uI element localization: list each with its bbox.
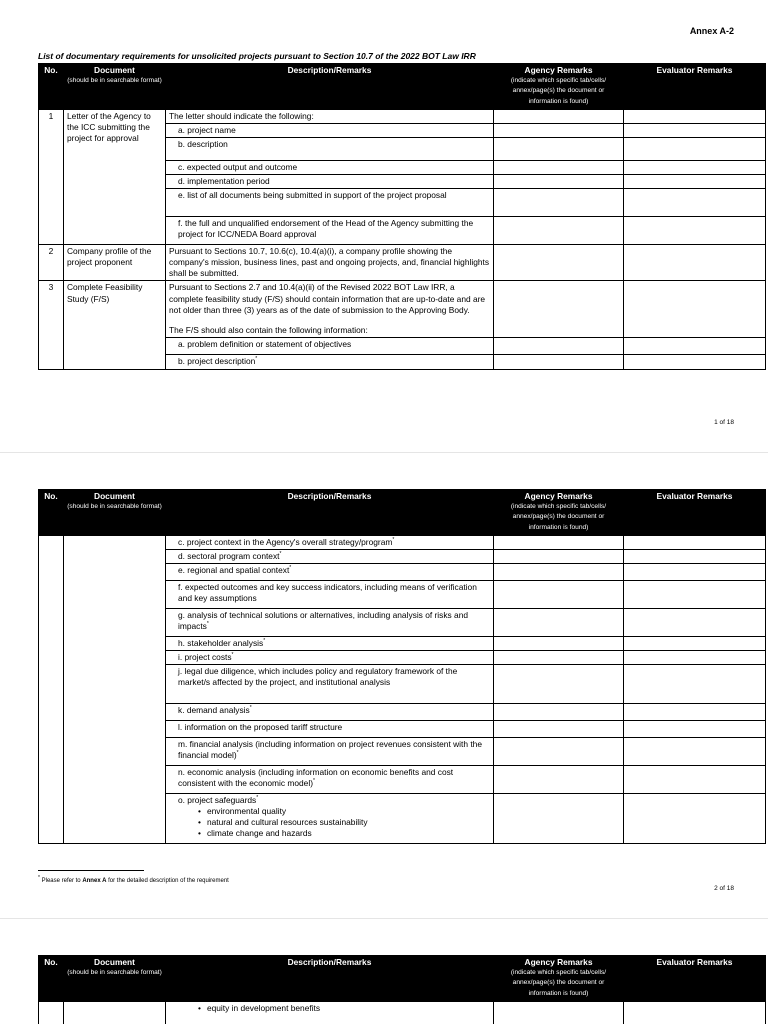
header-agency: Agency Remarks (indicate which specific tab/cells/ annex/page(s) the document or information is found) <box>494 64 624 110</box>
item-number: 2 <box>39 245 64 281</box>
agency-remarks-cell[interactable] <box>494 721 624 738</box>
list-title: List of documentary requirements for unsolicited projects pursuant to Section 10.7 of the 2022 BOT Law IRR <box>38 51 476 61</box>
table-row <box>39 281 766 337</box>
agency-remarks-cell[interactable] <box>494 354 624 369</box>
evaluator-remarks-cell[interactable] <box>624 766 766 794</box>
page-3 <box>0 922 768 1024</box>
page-number: 2 of 18 <box>714 885 734 892</box>
evaluator-remarks-cell[interactable] <box>624 665 766 704</box>
fs-paragraph-2: The F/S should also contain the following information: <box>169 324 368 335</box>
agency-remarks-cell[interactable] <box>494 580 624 608</box>
header-no: No. <box>39 64 64 110</box>
document-name <box>64 535 166 843</box>
agency-remarks-cell[interactable] <box>494 189 624 217</box>
evaluator-remarks-cell[interactable] <box>624 535 766 549</box>
evaluator-remarks-cell[interactable] <box>624 721 766 738</box>
page-separator <box>0 452 768 453</box>
evaluator-remarks-cell[interactable] <box>624 651 766 665</box>
item-number: 1 <box>39 109 64 244</box>
annex-label: Annex A-2 <box>689 26 734 36</box>
item-number <box>39 1001 64 1024</box>
document-name <box>64 1001 166 1024</box>
table-row <box>39 1001 766 1024</box>
evaluator-remarks-cell[interactable] <box>624 636 766 650</box>
agency-remarks-cell[interactable] <box>494 563 624 580</box>
agency-remarks-cell[interactable] <box>494 245 624 281</box>
sub-item: a. project name <box>166 123 494 137</box>
document-name: Complete Feasibility Study (F/S) <box>64 281 166 369</box>
evaluator-remarks-cell[interactable] <box>624 109 766 123</box>
agency-remarks-cell[interactable] <box>494 109 624 123</box>
agency-remarks-cell[interactable] <box>494 123 624 137</box>
evaluator-remarks-cell[interactable] <box>624 738 766 766</box>
evaluator-remarks-cell[interactable] <box>624 704 766 721</box>
evaluator-remarks-cell[interactable] <box>624 608 766 636</box>
page-2 <box>0 456 768 936</box>
table-row <box>39 109 766 123</box>
requirements-table-p3 <box>38 955 766 1024</box>
evaluator-remarks-cell[interactable] <box>624 354 766 369</box>
sub-item: b. description <box>166 137 494 160</box>
sub-item: b. project description* <box>166 354 494 369</box>
sub-item: e. regional and spatial context* <box>166 563 494 580</box>
sub-item: d. sectoral program context* <box>166 549 494 563</box>
agency-remarks-cell[interactable] <box>494 549 624 563</box>
fs-paragraph: Pursuant to Sections 2.7 and 10.4(a)(ii) of the Revised 2022 BOT Law IRR, a complete feasibility study (F/S) should contain information that are up-to-date and are not older than three (3) years as of the date of submission to the Approving Body. <box>169 282 486 315</box>
sub-item: f. expected outcomes and key success indicators, including means of verification and key assumptions <box>166 580 494 608</box>
agency-remarks-cell[interactable] <box>494 281 624 337</box>
sub-item: l. information on the proposed tariff structure <box>166 721 494 738</box>
agency-remarks-cell[interactable] <box>494 175 624 189</box>
bullet-item: • environmental quality <box>178 806 490 817</box>
agency-remarks-cell[interactable] <box>494 738 624 766</box>
document-name: Letter of the Agency to the ICC submitting the project for approval <box>64 109 166 244</box>
agency-remarks-cell[interactable] <box>494 1001 624 1024</box>
header-no: No. <box>39 956 64 1002</box>
bullet-item: • equity in development benefits <box>178 1003 490 1014</box>
evaluator-remarks-cell[interactable] <box>624 794 766 843</box>
agency-remarks-cell[interactable] <box>494 704 624 721</box>
agency-remarks-cell[interactable] <box>494 636 624 650</box>
sub-item <box>166 1001 494 1024</box>
agency-remarks-cell[interactable] <box>494 665 624 704</box>
requirements-table-p2 <box>38 489 766 844</box>
agency-remarks-cell[interactable] <box>494 217 624 245</box>
header-description: Description/Remarks <box>166 956 494 1002</box>
sub-item: e. list of all documents being submitted in support of the project proposal <box>166 189 494 217</box>
sub-item: o. project safeguards* • environmental quality • natural and cultural resources sustainability • climate change and hazards <box>166 794 494 843</box>
item-number <box>39 535 64 843</box>
header-document: Document (should be in searchable format) <box>64 64 166 110</box>
agency-remarks-cell[interactable] <box>494 160 624 174</box>
agency-remarks-cell[interactable] <box>494 137 624 160</box>
agency-remarks-cell[interactable] <box>494 608 624 636</box>
table-row <box>39 245 766 281</box>
header-agency: Agency Remarks (indicate which specific tab/cells/ annex/page(s) the document or information is found) <box>494 956 624 1002</box>
bullet-item: • climate change and hazards <box>178 828 490 839</box>
sub-item: a. problem definition or statement of objectives <box>166 337 494 354</box>
footnote: * Please refer to Annex A for the detailed description of the requirement <box>38 875 229 884</box>
evaluator-remarks-cell[interactable] <box>624 1001 766 1024</box>
evaluator-remarks-cell[interactable] <box>624 175 766 189</box>
table-header <box>39 64 766 110</box>
evaluator-remarks-cell[interactable] <box>624 217 766 245</box>
header-description: Description/Remarks <box>166 490 494 536</box>
agency-remarks-cell[interactable] <box>494 794 624 843</box>
evaluator-remarks-cell[interactable] <box>624 563 766 580</box>
agency-remarks-cell[interactable] <box>494 337 624 354</box>
document-name: Company profile of the project proponent <box>64 245 166 281</box>
table-header <box>39 956 766 1002</box>
description-text: The letter should indicate the following: <box>166 109 494 123</box>
description-text: Pursuant to Sections 10.7, 10.6(c), 10.4(a)(i), a company profile showing the company's mission, business lines, past and ongoing projects, and, financial highlights shall be submitted. <box>166 245 494 281</box>
item-number: 3 <box>39 281 64 369</box>
description-text <box>166 281 494 337</box>
page-1 <box>0 0 768 440</box>
evaluator-remarks-cell[interactable] <box>624 137 766 160</box>
requirements-table-p1 <box>38 63 766 370</box>
agency-remarks-cell[interactable] <box>494 651 624 665</box>
header-evaluator: Evaluator Remarks <box>624 490 766 536</box>
agency-remarks-cell[interactable] <box>494 535 624 549</box>
sub-item: c. expected output and outcome <box>166 160 494 174</box>
header-agency: Agency Remarks (indicate which specific tab/cells/ annex/page(s) the document or information is found) <box>494 490 624 536</box>
header-evaluator: Evaluator Remarks <box>624 64 766 110</box>
evaluator-remarks-cell[interactable] <box>624 245 766 281</box>
sub-item: f. the full and unqualified endorsement of the Head of the Agency submitting the project for ICC/NEDA Board approval <box>166 217 494 245</box>
sub-item: d. implementation period <box>166 175 494 189</box>
header-document: Document (should be in searchable format) <box>64 490 166 536</box>
sub-item: j. legal due diligence, which includes policy and regulatory framework of the market/s affected by the project, and institutional analysis <box>166 665 494 704</box>
header-no: No. <box>39 490 64 536</box>
agency-remarks-cell[interactable] <box>494 766 624 794</box>
evaluator-remarks-cell[interactable] <box>624 160 766 174</box>
bullet-item: • natural and cultural resources sustainability <box>178 817 490 828</box>
page-number: 1 of 18 <box>714 419 734 426</box>
page-separator <box>0 918 768 919</box>
sub-item: h. stakeholder analysis* <box>166 636 494 650</box>
sub-item: n. economic analysis (including information on economic benefits and cost consistent with the economic model)* <box>166 766 494 794</box>
sub-item: c. project context in the Agency's overall strategy/program* <box>166 535 494 549</box>
sub-item: k. demand analysis* <box>166 704 494 721</box>
sub-item: i. project costs* <box>166 651 494 665</box>
evaluator-remarks-cell[interactable] <box>624 580 766 608</box>
table-header <box>39 490 766 536</box>
evaluator-remarks-cell[interactable] <box>624 281 766 337</box>
footnote-rule <box>38 870 144 871</box>
sub-item: m. financial analysis (including information on project revenues consistent with the financial model)* <box>166 738 494 766</box>
table-row <box>39 535 766 549</box>
sub-item: g. analysis of technical solutions or alternatives, including analysis of risks and impacts* <box>166 608 494 636</box>
evaluator-remarks-cell[interactable] <box>624 549 766 563</box>
header-description: Description/Remarks <box>166 64 494 110</box>
header-evaluator: Evaluator Remarks <box>624 956 766 1002</box>
evaluator-remarks-cell[interactable] <box>624 337 766 354</box>
header-document: Document (should be in searchable format) <box>64 956 166 1002</box>
evaluator-remarks-cell[interactable] <box>624 189 766 217</box>
evaluator-remarks-cell[interactable] <box>624 123 766 137</box>
